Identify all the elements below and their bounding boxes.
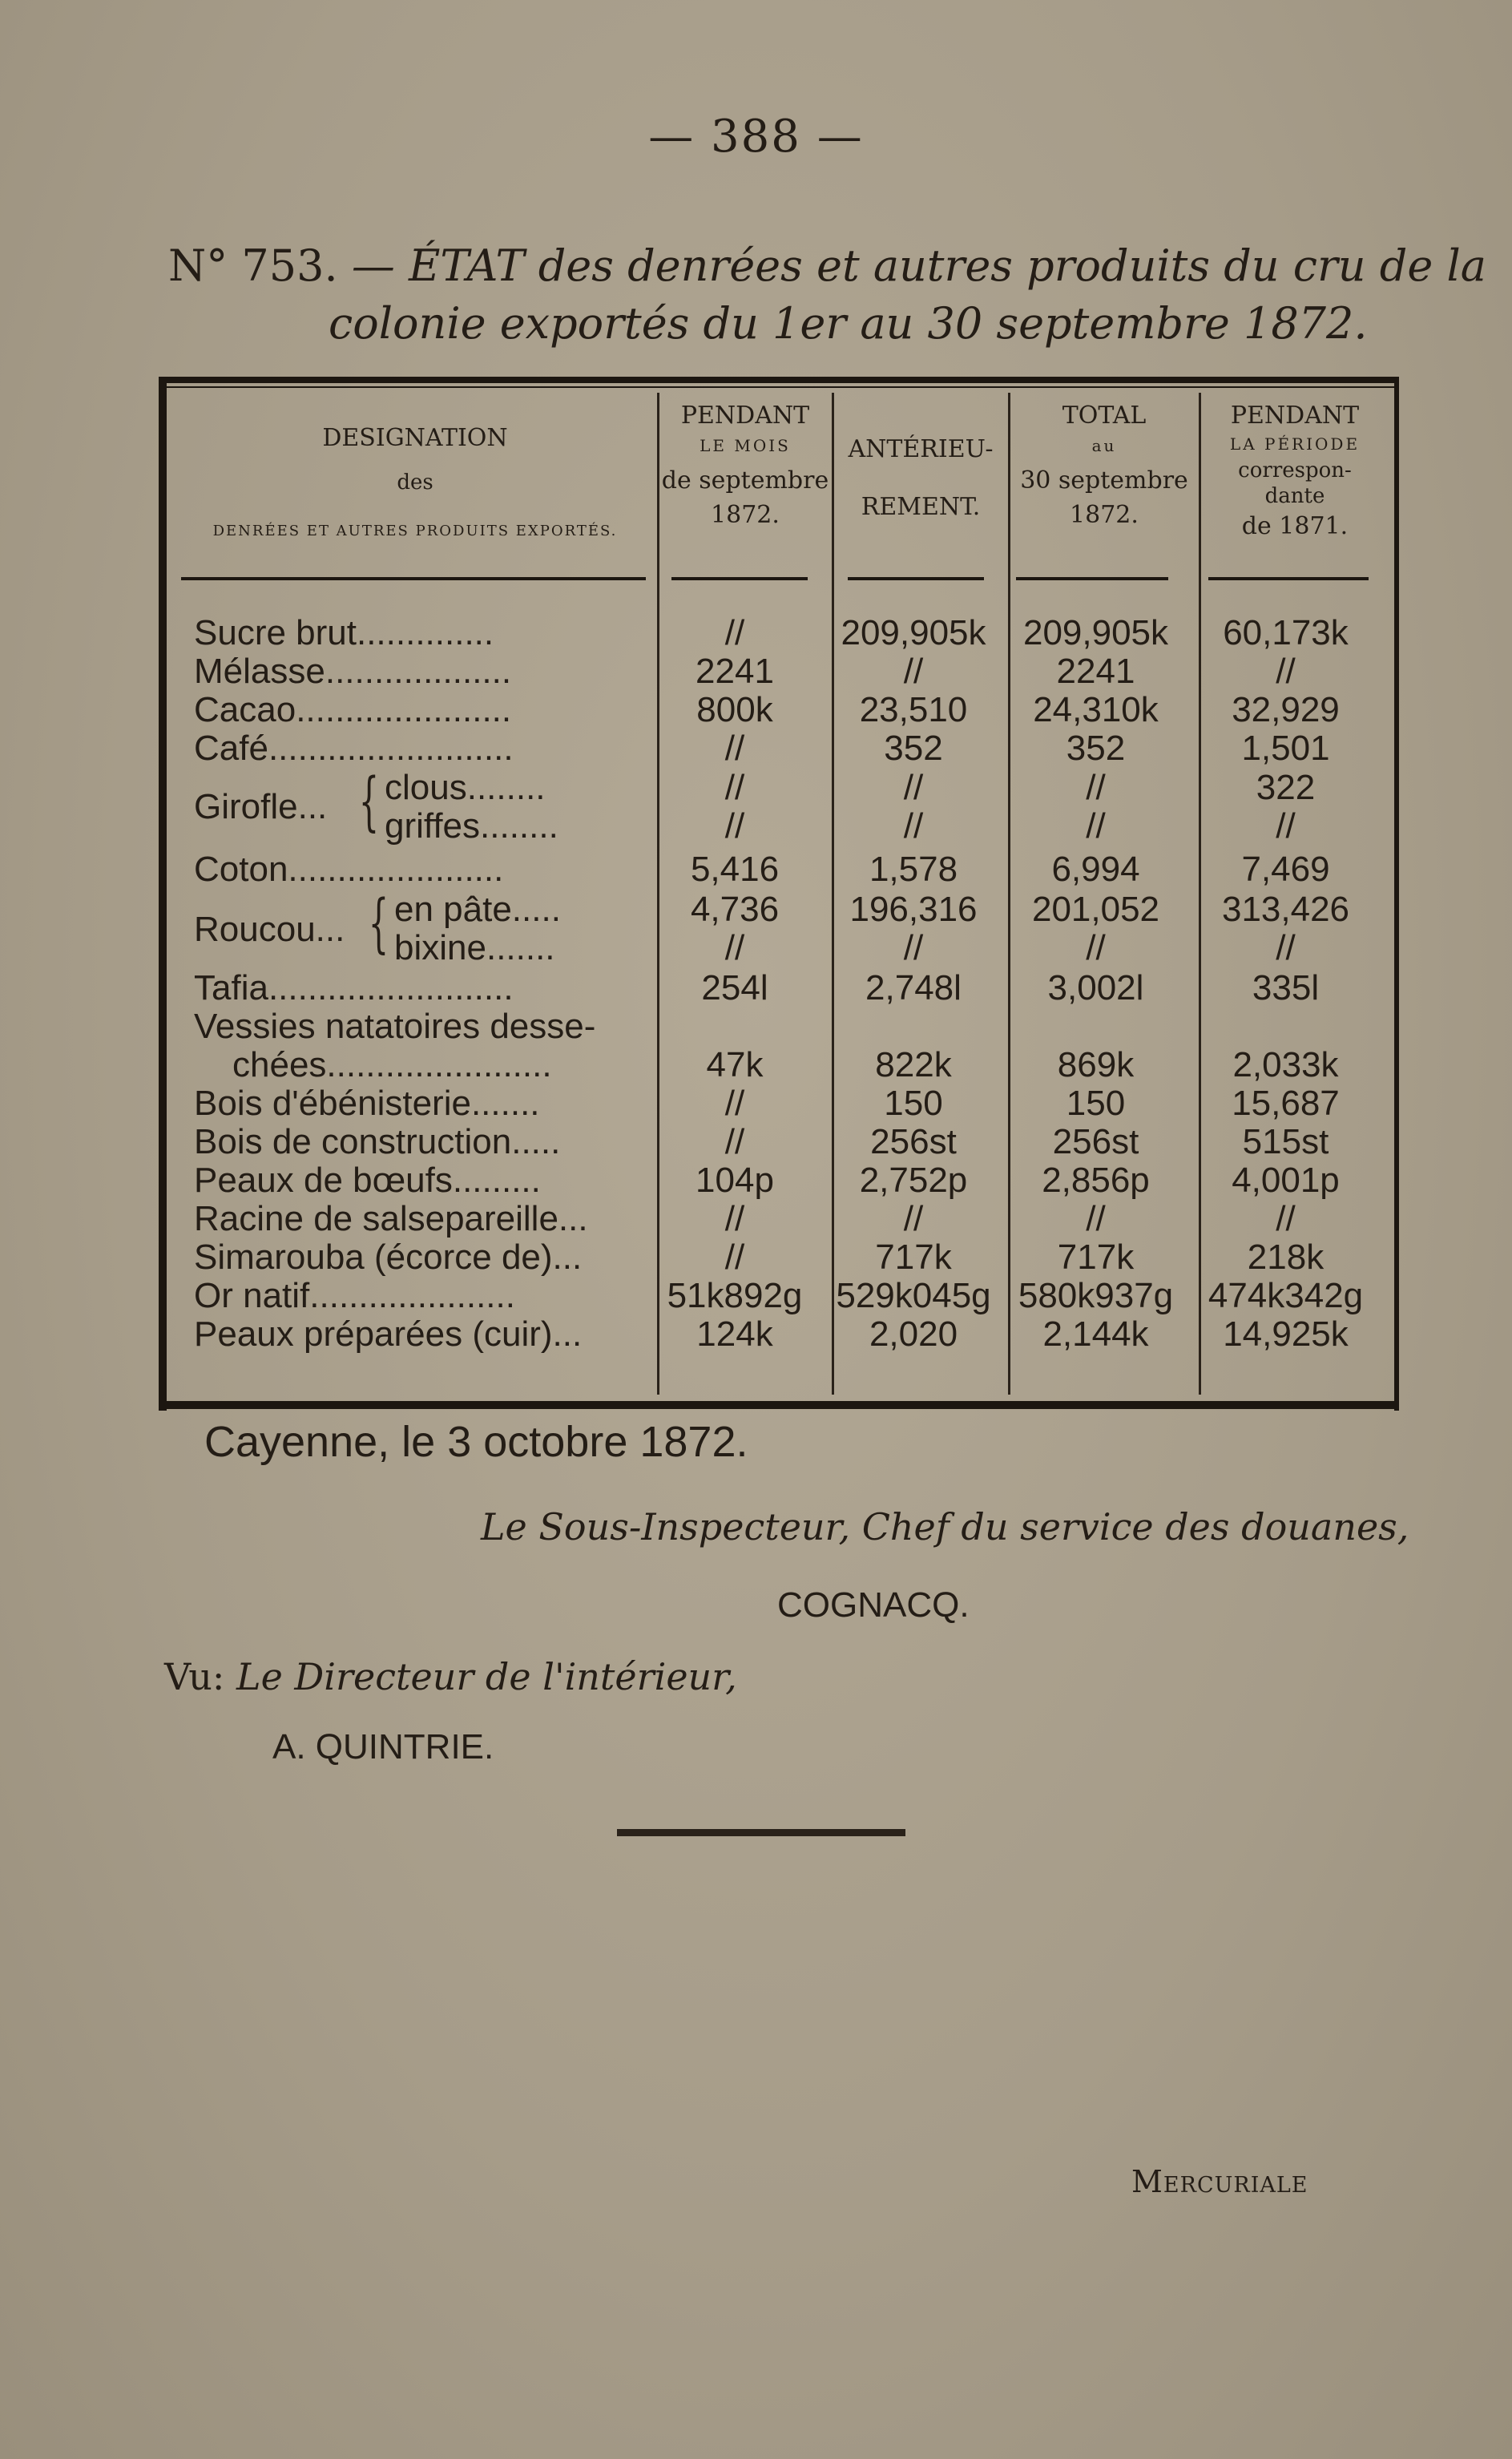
header-periode-correspondante: PENDANT LA PÉRIODE correspon- dante de 1871. (1229, 402, 1361, 540)
cell-periode: 32,929 (1232, 690, 1340, 729)
place-date: Cayenne, le 3 octobre 1872. (204, 1418, 748, 1466)
row-label: Bois de construction..... (194, 1122, 561, 1161)
cell-periode: 515st (1242, 1122, 1329, 1161)
catchword: Mercuriale (1131, 2164, 1308, 2199)
cell-pendant: 2241 (696, 652, 774, 691)
cell-total: 150 (1066, 1084, 1126, 1123)
header-rule (671, 577, 808, 580)
cell-periode: // (1276, 806, 1296, 846)
row-label: Girofle... (194, 787, 328, 826)
row-label: Simarouba (écorce de)... (194, 1238, 583, 1277)
end-rule (617, 1829, 905, 1836)
cell-pendant: // (724, 1199, 745, 1238)
cell-total: 352 (1066, 729, 1126, 768)
cell-pendant: 800k (696, 690, 773, 729)
approval-line (164, 1655, 737, 1698)
row-label: Peaux de bœufs......... (194, 1161, 541, 1200)
cell-periode: 474k342g (1208, 1276, 1364, 1315)
cell-anterieurement: // (903, 928, 924, 967)
cell-total: 256st (1052, 1122, 1139, 1161)
cell-total: 2,856p (1042, 1161, 1150, 1200)
row-label: Racine de salsepareille... (194, 1199, 588, 1238)
cell-pendant: 104p (696, 1161, 774, 1200)
document-number: N° 753. (168, 240, 338, 291)
cell-periode: 218k (1247, 1238, 1325, 1277)
cell-periode: 60,173k (1223, 613, 1349, 652)
header-rule (181, 577, 646, 580)
cell-periode: 322 (1256, 768, 1316, 807)
header-designation: DESIGNATION des DENRÉES ET AUTRES PRODUITS EXPORTÉS. (212, 424, 618, 539)
approval-title: Le Directeur de l'intérieur, (236, 1655, 737, 1698)
row-sub-label: griffes........ (385, 806, 558, 846)
cell-periode: 4,001p (1232, 1161, 1340, 1200)
cell-anterieurement: 209,905k (841, 613, 986, 652)
cell-pendant: // (724, 928, 745, 967)
cell-anterieurement: 256st (870, 1122, 957, 1161)
approval-prefix: Vu: (164, 1655, 225, 1698)
cell-total: 869k (1057, 1045, 1135, 1084)
cell-total: // (1086, 928, 1106, 967)
cell-periode: 7,469 (1241, 850, 1330, 889)
cell-periode: 313,426 (1221, 890, 1350, 929)
header-pendant-mois: PENDANT LE MOIS de septembre 1872. (661, 402, 829, 529)
row-label: chées....................... (232, 1045, 552, 1084)
cell-pendant: 124k (696, 1314, 773, 1354)
row-label: Coton...................... (194, 850, 504, 889)
title-line-1: — ÉTAT des denrées et autres produits du cru de la (351, 240, 1486, 291)
brace: { (368, 886, 389, 960)
cell-anterieurement: 150 (884, 1084, 943, 1123)
header-rule (1016, 577, 1168, 580)
row-sub-label: en pâte..... (394, 890, 561, 929)
header-total: TOTAL au 30 septembre 1872. (1020, 402, 1188, 529)
cell-anterieurement: 529k045g (836, 1276, 991, 1315)
cell-anterieurement: 822k (875, 1045, 952, 1084)
cell-periode: 14,925k (1223, 1314, 1349, 1354)
cell-anterieurement: 23,510 (859, 690, 968, 729)
cell-periode: // (1276, 1199, 1296, 1238)
row-label: Cacao...................... (194, 690, 512, 729)
row-label: Bois d'ébénisterie....... (194, 1084, 540, 1123)
cell-total: 24,310k (1033, 690, 1159, 729)
signer-title: Le Sous-Inspecteur, Chef du service des douanes, (481, 1505, 1409, 1548)
row-label: Mélasse................... (194, 652, 512, 691)
row-label: Sucre brut.............. (194, 613, 494, 652)
header-rule (848, 577, 984, 580)
cell-anterieurement: // (903, 768, 924, 807)
cell-pendant: // (724, 768, 745, 807)
row-label: Café......................... (194, 729, 514, 768)
cell-anterieurement: // (903, 806, 924, 846)
cell-pendant: 51k892g (667, 1276, 803, 1315)
cell-periode: 1,501 (1241, 729, 1330, 768)
cell-total: 201,052 (1031, 890, 1160, 929)
cell-total: 3,002l (1047, 968, 1144, 1007)
document-title (168, 240, 1486, 291)
row-sub-label: clous........ (385, 768, 546, 807)
cell-anterieurement: // (903, 652, 924, 691)
cell-total: 209,905k (1022, 613, 1169, 652)
cell-anterieurement: // (903, 1199, 924, 1238)
cell-pendant: // (724, 806, 745, 846)
row-label: Vessies natatoires desse- (194, 1007, 596, 1046)
cell-total: 717k (1057, 1238, 1135, 1277)
cell-periode: // (1276, 928, 1296, 967)
cell-total: 580k937g (1018, 1276, 1174, 1315)
row-label: Roucou... (194, 910, 345, 949)
row-label: Or natif..................... (194, 1276, 515, 1315)
cell-pendant: // (724, 613, 745, 652)
row-label: Peaux préparées (cuir)... (194, 1314, 583, 1354)
cell-total: // (1086, 768, 1106, 807)
table-bottom-rule (167, 1401, 1394, 1409)
page-number: — 388 — (648, 111, 864, 163)
cell-anterieurement: 2,748l (865, 968, 962, 1007)
title-line-2: colonie exportés du 1er au 30 septembre 1872. (329, 298, 1368, 349)
cell-periode: 335l (1252, 968, 1320, 1007)
approval-name: A. QUINTRIE. (272, 1727, 494, 1767)
cell-anterieurement: 196,316 (849, 890, 978, 929)
cell-anterieurement: 352 (884, 729, 943, 768)
cell-anterieurement: 1,578 (869, 850, 958, 889)
cell-pendant: 47k (706, 1045, 764, 1084)
cell-anterieurement: 2,020 (869, 1314, 958, 1354)
cell-pendant: 5,416 (690, 850, 780, 889)
table-top-thin-rule (167, 386, 1394, 388)
cell-pendant: // (724, 1238, 745, 1277)
cell-anterieurement: 2,752p (859, 1161, 968, 1200)
cell-pendant: // (724, 1122, 745, 1161)
cell-total: 2,144k (1042, 1314, 1149, 1354)
cell-pendant: 4,736 (690, 890, 780, 929)
header-rule (1208, 577, 1369, 580)
cell-pendant: 254l (701, 968, 768, 1007)
row-sub-label: bixine....... (394, 928, 555, 967)
cell-total: // (1086, 1199, 1106, 1238)
cell-anterieurement: 717k (875, 1238, 952, 1277)
row-label: Tafia......................... (194, 968, 514, 1007)
table-top-rule (167, 377, 1394, 383)
cell-periode: 15,687 (1232, 1084, 1340, 1123)
cell-total: 2241 (1056, 652, 1135, 691)
cell-periode: // (1276, 652, 1296, 691)
cell-pendant: // (724, 1084, 745, 1123)
header-anterieurement: ANTÉRIEU- REMENT. (848, 435, 994, 521)
cell-total: 6,994 (1051, 850, 1140, 889)
cell-total: // (1086, 806, 1106, 846)
brace: { (358, 764, 380, 838)
cell-pendant: // (724, 729, 745, 768)
cell-periode: 2,033k (1232, 1045, 1339, 1084)
signer-name: COGNACQ. (777, 1585, 970, 1625)
